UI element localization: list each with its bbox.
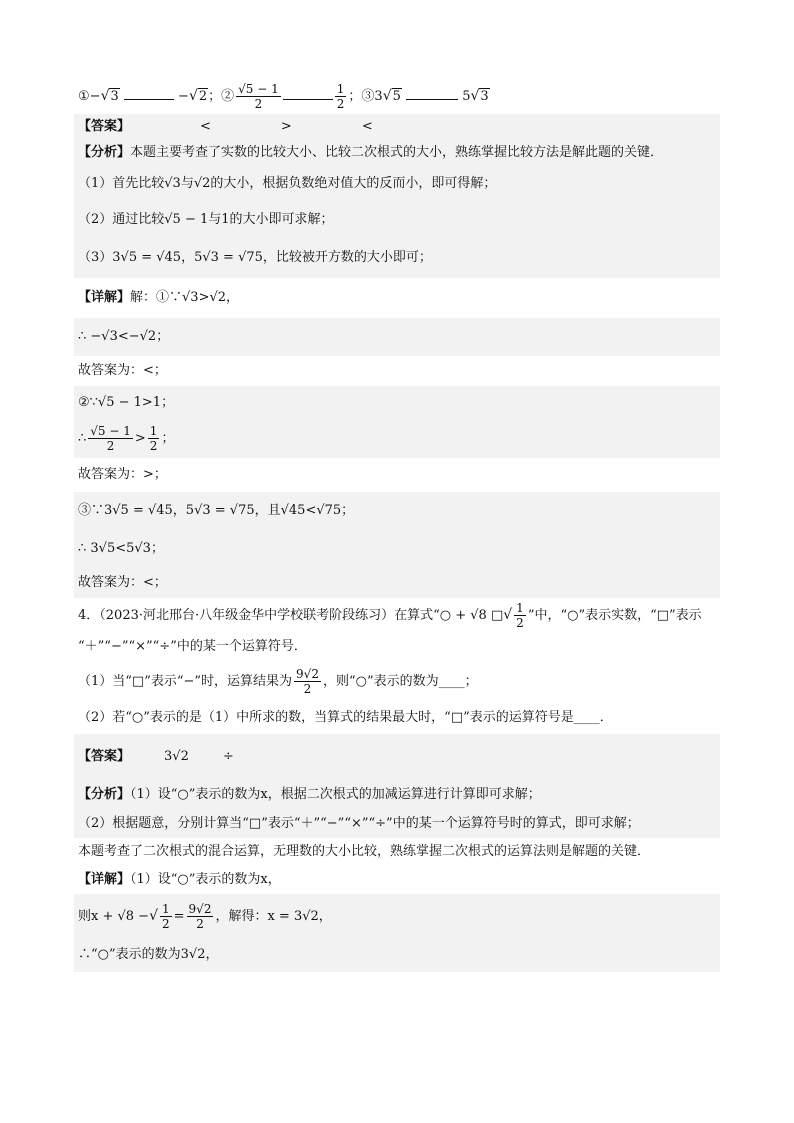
answer-1: 3√2 — [164, 749, 189, 764]
q4-stem-line-2: “＋”“−”“×”“÷”中的某一个运算符号． — [78, 639, 307, 654]
q3-detail-8: ∴ 3√5<5√3； — [74, 530, 720, 568]
blank-3[interactable] — [406, 85, 458, 100]
q4-detail-2: 则x + √8 −√ $\frac{1}{2}$ = $\frac{9√2}{2}$ ，解得：x = 3√2， — [74, 894, 720, 938]
q3-detail-9: 故答案为：<； — [74, 568, 720, 598]
q3-detail-5: ∴ $\frac{√5 - 1}{2}$ > $\frac{1}{2}$ ； — [74, 420, 720, 458]
fraction-sqrt5-minus1: $\frac{√5 - 1}{2}$ — [238, 82, 279, 111]
q3-detail-2: ∴ −√3<−√2； — [74, 318, 720, 356]
fraction-half: $\frac{1}{2}$ — [336, 82, 345, 111]
q3-step-3: （3）3√5 = √45，5√3 = √75，比较被开方数的大小即可； — [74, 238, 720, 278]
detail-label: 【详解】 — [78, 290, 131, 305]
q4-analysis-1: 【分析】（1）设“○”表示的数为x，根据二次根式的加减运算进行计算即可求解； — [74, 780, 720, 810]
blank-2[interactable] — [283, 85, 333, 100]
q3-detail-7: ③∵3√5 = √45，5√3 = √75，且√45<√75； — [74, 492, 720, 530]
answer-2: > — [280, 119, 292, 134]
q3-detail-1: 【详解】解：①∵√3>√2， — [78, 290, 240, 305]
answer-2: ÷ — [222, 749, 234, 764]
answer-label: 【答案】 — [78, 119, 131, 134]
q4-sub-1: （1）当“□”表示“−”时，运算结果为 $\frac{9√2}{2}$ ，则“○”表示的数为____； — [78, 667, 478, 696]
q3-detail-4: ②∵√5 − 1>1； — [74, 386, 720, 420]
sqrt-3: √3 — [100, 88, 119, 104]
answer-label: 【答案】 — [78, 749, 131, 764]
q4-detail-1: 【详解】（1）设“○”表示的数为x， — [78, 872, 281, 887]
q4-analysis-2: （2）根据题意，分别计算当“□”表示“＋”“−”“×”“÷”中的某一个运算符号时的算式，即可求解； — [74, 810, 720, 838]
q4-detail-3: ∴“○”表示的数为3√2， — [74, 938, 720, 972]
q3-step-2: （2）通过比较√5 − 1与1的大小即可求解； — [74, 202, 720, 238]
analysis-label: 【分析】 — [78, 787, 131, 802]
circled-one: ① — [78, 89, 90, 104]
q3-detail-3: 故答案为：<； — [78, 363, 167, 378]
detail-label: 【详解】 — [78, 872, 131, 887]
answer-1: < — [200, 119, 211, 134]
q3-answer-row — [74, 114, 720, 140]
q3-analysis-row: 【分析】本题主要考查了实数的比较大小、比较二次根式的大小，熟练掌握比较方法是解此题的关键． — [74, 140, 720, 166]
q4-stem-line-1: 4．（2023·河北邢台·八年级金华中学校联考阶段练习）在算式“○ + √8 □√ $\frac{1}{2}$ ”中，“○”表示实数，“□”表示 — [78, 601, 702, 630]
sqrt-2: √2 — [188, 88, 208, 104]
q4-analysis-3: 本题考查了二次根式的混合运算，无理数的大小比较，熟练掌握二次根式的运算法则是解题的关键． — [78, 844, 651, 859]
q3-comparison-line: ①−√3 −√2；② $\frac{√5 - 1}{2}$ $\frac{1}{2}$ ；③3√5 5√3 — [78, 82, 489, 111]
blank-1[interactable] — [124, 85, 174, 100]
q4-sub-2: （2）若“○”表示的是（1）中所求的数，当算式的结果最大时，“□”表示的运算符号是____． — [78, 710, 613, 725]
q4-answer-row — [74, 734, 720, 780]
q3-detail-6: 故答案为：>； — [78, 467, 167, 482]
analysis-label: 【分析】 — [78, 145, 131, 160]
answer-3: < — [361, 119, 373, 134]
content-area — [74, 82, 720, 972]
q3-step-1: （1）首先比较√3与√2的大小，根据负数绝对值大的反而小，即可得解； — [74, 166, 720, 202]
